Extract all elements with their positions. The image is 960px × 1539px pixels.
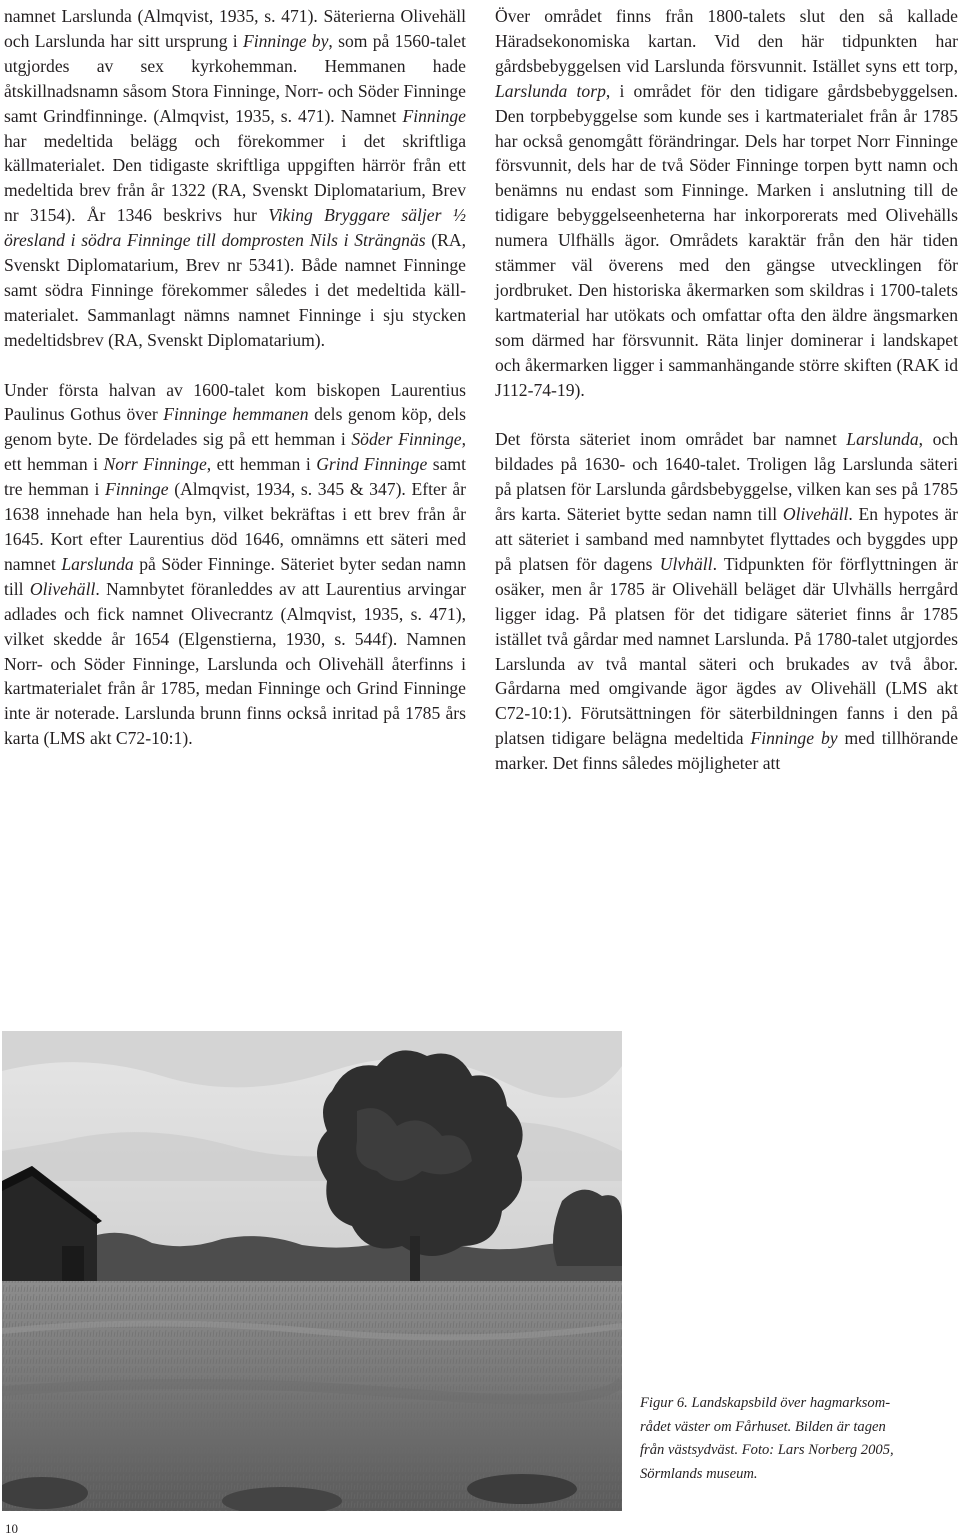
italic-run: Söder Finninge bbox=[351, 429, 462, 450]
italic-run: Grind Finninge bbox=[316, 454, 428, 475]
page-number: 10 bbox=[5, 1521, 18, 1536]
italic-run: Ulvhäll bbox=[659, 553, 713, 574]
italic-run: Larslunda bbox=[61, 553, 134, 574]
landscape-photo bbox=[2, 1031, 622, 1511]
italic-run: Larslunda torp bbox=[495, 80, 606, 101]
paragraph: Det första säteriet inom området bar namnet Larslunda, och bildades på 1630- och 1640-talet. Troligen låg Larslunda säteri på platsen för Larslunda gårdsbebyggelse, vilken kan ses på 1785 års karta. Säteriet bytte sedan namn till Olivehäll. En hypotes är att säteriet i samband med namnbytet flyttades och byggdes upp på platsen för dagens Ulvhäll. Tidpunkten för förflyttningen är osäker, men år 1785 är Olivehäll beläget där Ulvhälls herrgård ligger idag. På platsen för det tidigare säteriet finns år 1785 istället två gårdar med namnet Larslunda. På 1780-talet utgjordes Larslunda av två mantal säteri och brukades av två åbor. Gårdarna med omgivande ägor ägdes av Olivehäll (LMS akt C72-10:1). Förutsättningen för säterbildningen fanns i den på platsen tidigare belägna medeltida Finninge by med tillhörande marker. Det finns således möjligheter att bbox=[495, 429, 959, 774]
italic-run: Norr Finninge bbox=[103, 454, 207, 475]
paragraph: Över området finns från 1800-talets slut den så kallade Häradsekonomiska kartan. Vid den här tidpunkten har gårdsbebyggelsen vid Larslunda försvunnit. Istället syns ett torp, Larslunda torp, i området för den tidigare gårdsbebyggelsen. Den torpbebyggelse som kunde ses i kartmaterialet från år 1785 har också genomgått förändringar. Dels har torpet Norr Finninge försvunnit, dels har de två Söder Finninge torpen bytt namn och benämns nu endast som Finninge. Marken i anslutning till de tidigare bebyggelseenheterna har inkorporerats med Olivehälls numera Ulfhälls ägor. Områdets karaktär från den här tiden stämmer väl överens med den gängse utvecklingen för jordbruket. Den historiska åkermarken som skildras i 1700-talets kartmaterial har utökats och omfattar ofta den äldre ängsmarken som därmed har försvunnit. Räta linjer dominerar i landskapet och åkermarken ligger i sammanhängande större skiften (RAK id J112-74-19). bbox=[495, 6, 958, 400]
italic-run: Larslunda bbox=[846, 429, 919, 450]
italic-run: Finninge bbox=[402, 105, 466, 126]
left-text-column bbox=[4, 4, 466, 751]
italic-run: Olivehäll bbox=[29, 578, 96, 599]
right-text-column bbox=[495, 4, 958, 776]
caption-line: Figur 6. Landskapsbild över hagmarksom- bbox=[640, 1395, 891, 1411]
italic-run: Finninge bbox=[105, 479, 169, 500]
paragraph: namnet Larslunda (Almqvist, 1935, s. 471). Säterierna Olivehäll och Larslunda har sitt ursprung i Finninge by, som på 1560-talet utgjordes av sex kyrkohemman. Hemmanen hade åtskillnadsnamn såsom Stora Finninge, Norr- och Söder Finninge samt Grindfinninge. (Almqvist, 1935, s. 471). Namnet Finninge har medeltida belägg och förekommer i det skriftliga källmaterialet. Den tidigaste skriftliga uppgiften härrör från ett medeltida brev från år 1322 (RA, Svenskt Diplomatarium, Brev nr 3154). År 1346 beskrivs hur Viking Bryggare säljer ½ öresland i södra Finninge till domprosten Nils i Strängnäs (RA, Svenskt Diplomatarium, Brev nr 5341). Både namnet Finninge samt södra Finninge förekommer således i det medeltida källmaterialet. Sammanlagt nämns namnet Finninge i sju stycken medeltidsbrev (RA, Svenskt Diplomatarium). bbox=[4, 6, 466, 350]
italic-run: Finninge by bbox=[750, 728, 838, 749]
italic-run: Viking Bryggare säljer ½ öresland i södra Finninge till domprosten Nils i Strängnäs bbox=[4, 205, 466, 251]
italic-run: Olivehäll bbox=[782, 504, 849, 525]
caption-line: rådet väster om Fårhuset. Bilden är tagen bbox=[640, 1418, 886, 1435]
figure-caption bbox=[640, 1392, 950, 1486]
italic-run: Finninge hemmanen bbox=[163, 404, 309, 425]
italic-run: Finninge by bbox=[242, 30, 329, 51]
caption-line: Sörmlands museum. bbox=[640, 1465, 758, 1482]
paragraph: Under första halvan av 1600-talet kom biskopen Laurentius Paulinus Gothus över Finninge hemmanen dels genom köp, dels genom byte. De fördelades sig på ett hemman i Söder Finninge, ett hemman i Norr Finninge, ett hemman i Grind Finninge samt tre hemman i Finninge (Almqvist, 1934, s. 345 & 347). Efter år 1638 innehade han hela byn, vilket bekräftas i ett brev från år 1645. Kort efter Laurentius död 1646, omnämns ett säteri med namnet Larslunda på Söder Finninge. Säteriet byter sedan namn till Olivehäll. Namnbytet föranleddes av att Laurentius arvingar adlades och fick namnet Olivecrantz (Almqvist, 1935, s. 471), vilket skedde år 1654 (Elgenstierna, 1930, s. 544f). Namnen Norr- och Söder Finninge, Larslunda och Olivehäll återfinns i kartmaterialet från år 1785, medan Finninge och Grind Finninge inte är noterade. Larslunda brunn finns också inritad på 1785 års karta (LMS akt C72-10:1). bbox=[4, 379, 467, 749]
caption-line: från västsydväst. Foto: Lars Norberg 2005, bbox=[640, 1442, 894, 1459]
